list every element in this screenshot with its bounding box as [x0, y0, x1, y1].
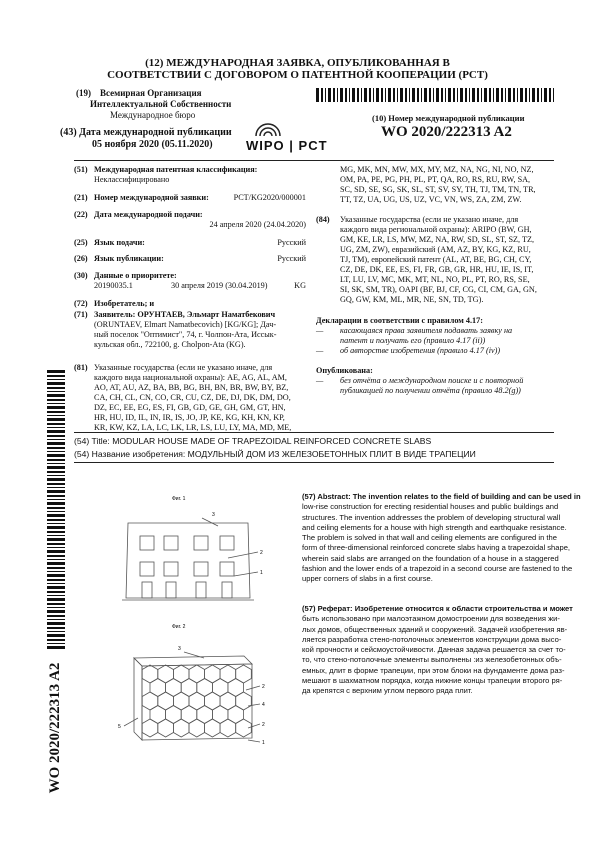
regional-line-1: Указанные государства (если не указано иначе, для: [340, 215, 519, 224]
designated-line-4: CA, CH, CL, CN, CO, CR, CU, CZ, DE, DJ, DK, DM, DO,: [94, 393, 291, 402]
abstract-ru-line-5: кой прочности и сейсмоустойчивости. Данная задача решается за счет то-: [302, 645, 566, 655]
field-30-label: Данные о приоритете:: [94, 271, 177, 280]
published-note: [316, 376, 554, 396]
hexagon-slab: [189, 719, 205, 737]
figures-area: [108, 488, 270, 748]
title-russian-text: (54) Название изобретения: МОДУЛЬНЫЙ ДОМ ИЗ ЖЕЛЕЗОБЕТОННЫХ ПЛИТ В ВИДЕ ТРАПЕЦИИ: [74, 449, 476, 459]
applicant-line-2: (ORUNTAEV, Elmart Namatbecovich) [KG/KG]; Дач-: [94, 320, 277, 329]
field-84: [316, 215, 554, 305]
fig2-label: Фиг. 2: [172, 624, 186, 630]
regional-line-4: UG, ZM, ZW), евразийский (AM, AZ, BY, KG, KZ, RU,: [340, 245, 531, 254]
field-22-num: (22): [74, 210, 88, 219]
field-26-num: (26): [74, 254, 88, 263]
declaration-1: [316, 326, 554, 346]
field-26-label: Язык публикации:: [94, 254, 164, 263]
designated-cont-1: MG, MK, MN, MW, MX, MY, MZ, NA, NG, NI, NO, NZ,: [340, 165, 534, 174]
fig1-house-drawing: [122, 518, 258, 600]
hexagon-slab: [205, 719, 221, 737]
field-25-label: Язык подачи:: [94, 238, 145, 247]
field-22-value: 24 апреля 2020 (24.04.2020): [209, 220, 306, 229]
dash-3: —: [316, 376, 324, 385]
abstract-en-line-2: low-rise construction for erecting residential houses and public buildings and: [302, 502, 559, 512]
applicant-line-1: Заявитель: ОРУНТАЕВ, Эльмарт Наматбекович: [94, 310, 276, 319]
applicant-line-3: ный поселок "Оптимист", 74, г. Чолпон-Ата, Иссык-: [94, 330, 277, 339]
abstract-ru-line-1: (57) Реферат: Изобретение относится к области строительства и может: [302, 604, 573, 613]
side-publication-number-text: WO 2020/222313 A2: [47, 662, 63, 794]
field-21-value: PCT/KG2020/000001: [233, 193, 306, 202]
regional-line-5: TJ, TM), европейский патент (AL, AT, BE, BG, CH, CY,: [340, 255, 532, 264]
fig2-ref-5: 5: [118, 724, 121, 730]
abstract-en-line-1: (57) Abstract: The invention relates to the field of building and can be used in: [302, 492, 581, 501]
org-line-3: Международное бюро: [110, 110, 196, 120]
left-column: [74, 165, 306, 465]
published-title: Опубликована:: [316, 366, 373, 375]
hexagon-slab: [220, 719, 236, 737]
abstract-ru-line-7: емных, длит в форме трапеции, при этом блоки на фундаменте дома раз-: [302, 665, 565, 675]
org-line-1: Всемирная Организация: [100, 88, 202, 98]
designated-line-6: HR, HU, ID, IL, IN, IR, IS, JO, JP, KE, KG, KH, KN, KP,: [94, 413, 285, 422]
pub-date-label: (43) Дата международной публикации: [60, 127, 232, 138]
divider-top: [74, 160, 554, 161]
field-21-num: (21): [74, 193, 88, 202]
abstract-en-line-5: The problem is solved in that wall and ceiling elements are configured in the: [302, 533, 557, 543]
designated-line-7: KR, KW, KZ, LA, LC, LK, LR, LS, LU, LY, MA, MD, ME,: [94, 423, 292, 432]
designated-cont-2: OM, PA, PE, PG, PH, PL, PT, QA, RO, RS, RU, RW, SA,: [340, 175, 531, 184]
priority-country: KG: [294, 281, 306, 290]
field-21-label: Номер международной заявки:: [94, 193, 209, 202]
title-line-1: (12) МЕЖДУНАРОДНАЯ ЗАЯВКА, ОПУБЛИКОВАННАЯ В: [145, 57, 450, 69]
field-22-label: Дата международной подачи:: [94, 210, 203, 219]
org-line-2: Интеллектуальной Собственности: [90, 99, 232, 109]
published-line-1: без отчёта о международном поиске и с повторной: [340, 376, 524, 385]
abstract-en-line-6: form of three-dimensional reinforced concrete slabs having a trapezoidal shape,: [302, 543, 571, 553]
declaration-2: [316, 346, 554, 356]
fig1-ref-1: 1: [260, 570, 263, 576]
priority-number: 20190035.1: [94, 281, 133, 290]
field-25-num: (25): [74, 238, 88, 247]
fig1-ref-2: 2: [260, 550, 263, 556]
applicant-line-4: кульская обл., 722100, g. Cholpon-Ata (KG).: [94, 340, 246, 349]
published-line-2: публикацией по получении отчёта (правило 48.2(g)): [340, 386, 521, 395]
declaration-2-line: об авторстве изобретения (правило 4.17 (iv)): [340, 346, 501, 355]
pub-number-label: (10) Номер международной публикации: [372, 113, 525, 123]
wipo-logo-text: WIPO | PCT: [246, 138, 328, 153]
title-english-text: (54) Title: MODULAR HOUSE MADE OF TRAPEZOIDAL REINFORCED CONCRETE SLABS: [74, 436, 432, 446]
abstract-russian: [302, 604, 573, 697]
abstract-ru-line-3: лых домов, общественных зданий и сооружений. Задачей изобретения яв-: [302, 624, 568, 634]
regional-line-6: CZ, DE, DK, EE, ES, FI, FR, GB, GR, HR, HU, IE, IS, IT,: [340, 265, 534, 274]
dash-2: —: [316, 346, 324, 355]
field-30-num: (30): [74, 271, 88, 280]
abstract-en-line-4: and ceiling elements for a house with high strength and earthquake resistance.: [302, 522, 567, 532]
designated-cont-4: TT, TZ, UA, UG, US, UZ, VC, VN, WS, ZA, ZM, ZW.: [340, 195, 522, 204]
divider-middle: [74, 432, 554, 433]
designated-line-1: Указанные государства (если не указано иначе, для: [94, 363, 273, 372]
abstract-ru-line-6: то, что стено-потолочные элементы выполнены :из железобетонных объ-: [302, 655, 562, 665]
side-publication-number: [47, 653, 67, 803]
abstract-english: [302, 492, 581, 585]
abstract-en-line-7: wherein said slabs are arranged on the foundation of a house in a staggered: [302, 553, 559, 563]
field-72-num: (72): [74, 299, 88, 308]
field-25-value: Русский: [277, 238, 306, 247]
fig2-ref-4: 4: [262, 702, 265, 708]
abstract-en-line-3: structures. The invention addresses the problem of developing structural wall: [302, 512, 561, 522]
title-line-2: СООТВЕТСТВИИ С ДОГОВОРОМ О ПАТЕНТНОЙ КООПЕРАЦИИ (PCT): [107, 69, 488, 81]
regional-line-3: GM, KE, LR, LS, MW, MZ, NA, RW, SD, SL, ST, SZ, TZ,: [340, 235, 535, 244]
regional-line-9: GQ, GW, KM, ML, MR, NE, SN, TD, TG).: [340, 295, 484, 304]
declaration-1-line-2: патент и получать его (правило 4.17 (ii)): [340, 336, 486, 345]
field-51-label: Международная патентная классификация:: [94, 165, 258, 174]
abstract-ru-line-4: ляется разработка стено-потолочных элементов конструкции дома высо-: [302, 634, 562, 644]
hexagon-slab: [173, 719, 189, 737]
priority-date: 30 апреля 2019 (30.04.2019): [171, 281, 268, 290]
fig1-label: Фиг. 1: [172, 496, 186, 502]
designated-line-2: каждого вида национальной охраны): AE, AG, AL, AM,: [94, 373, 287, 382]
regional-line-2: каждого вида региональной охраны): ARIPO (BW, GH,: [340, 225, 532, 234]
hexagon-slab: [142, 719, 158, 737]
document-title: [40, 57, 555, 81]
declarations-title: Декларации в соответствии с правилом 4.17:: [316, 316, 483, 325]
designated-line-5: DZ, EC, EE, EG, ES, FI, GB, GD, GE, GH, GM, GT, HN,: [94, 403, 286, 412]
fig2-ref-1: 1: [262, 740, 265, 746]
field-72-label: Изобретатель; и: [94, 299, 155, 308]
abstract-ru-line-2: быть использовано при малоэтажном домостроении для возведения жи-: [302, 614, 560, 624]
side-barcode: [47, 370, 65, 650]
fig2-ref-2: 2: [262, 684, 265, 690]
regional-line-7: LT, LU, LV, MC, MK, MT, NL, NO, PL, PT, RO, RS, SE,: [340, 275, 530, 284]
field-51-num: (51): [74, 165, 88, 174]
abstract-ru-line-9: да крепятся с верхним углом первого ряда плит.: [302, 686, 473, 696]
field-71-num: (71): [74, 310, 88, 319]
title-english: [74, 436, 431, 446]
declaration-1-line-1: касающаяся права заявителя подавать заявку на: [340, 326, 513, 335]
pub-number-value: WO 2020/222313 A2: [381, 124, 512, 140]
right-column: [316, 165, 554, 396]
fig2-ref-2b: 2: [262, 722, 265, 728]
abstract-en-line-9: upper corners of slabs in a first course.: [302, 574, 433, 584]
fig2-hexagon-wall-drawing: [124, 652, 260, 742]
abstract-en-line-8: fashion and the lower ends of a trapezoid in a second course are fastened to the: [302, 564, 573, 574]
dash-1: —: [316, 326, 324, 335]
title-russian: [74, 449, 476, 459]
top-barcode: [316, 88, 556, 102]
wipo-logo: [244, 120, 344, 160]
fig2-ref-3: 3: [178, 646, 181, 652]
regional-line-8: SI, SK, SM, TR), OAPI (BF, BJ, CF, CG, CI, CM, GA, GN,: [340, 285, 537, 294]
fig1-ref-3: 3: [212, 512, 215, 518]
designated-line-3: AO, AT, AU, AZ, BA, BB, BG, BH, BN, BR, BW, BY, BZ,: [94, 383, 289, 392]
pub-date-value: 05 ноября 2020 (05.11.2020): [92, 139, 213, 150]
hexagon-slab: [158, 719, 174, 737]
divider-titles: [74, 462, 554, 463]
figures-drawing: [108, 488, 270, 748]
field-26-value: Русский: [277, 254, 306, 263]
field-51-value: Неклассифицировано: [94, 175, 170, 184]
abstract-ru-line-8: мешают в шахматном порядка, когда нижние концы трапеции второго ря-: [302, 676, 563, 686]
field-84-num: (84): [316, 215, 330, 224]
org-num: (19): [76, 88, 91, 98]
designated-cont-3: SC, SD, SE, SG, SK, SL, ST, SV, SY, TH, TJ, TM, TN, TR,: [340, 185, 536, 194]
field-81-num: (81): [74, 363, 88, 372]
